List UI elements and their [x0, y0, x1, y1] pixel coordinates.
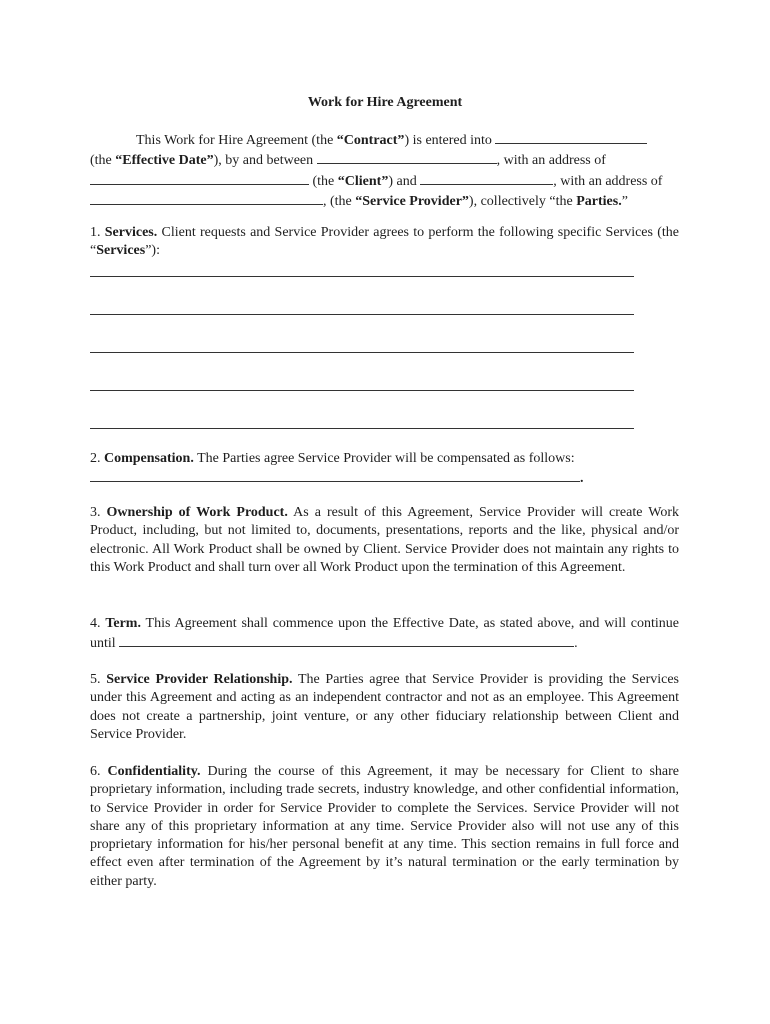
services-blank-line[interactable]: [90, 352, 634, 353]
confidentiality-heading: Confidentiality.: [107, 764, 201, 779]
services-blank-line[interactable]: [90, 428, 634, 429]
section-services: 1. Services. Client requests and Service Provider agrees to perform the following specific Services (the “Services”):: [90, 225, 679, 259]
relationship-heading: Service Provider Relationship.: [106, 672, 293, 687]
parties-term: Parties.: [576, 193, 622, 209]
provider-name-blank[interactable]: [420, 171, 553, 185]
services-blank-line[interactable]: [90, 390, 634, 391]
services-blank-line[interactable]: [90, 314, 634, 315]
section-confidentiality: 6. Confidentiality. During the course of this Agreement, it may be necessary for Client to share proprietary information, including trade secrets, industry knowledge, and other confidential information, to Service Provider in order for Service Provider to complete the Services. Service Provider will not share any of this proprietary information at any time. Service Provider also will not use any of this proprietary information for his/her personal benefit at any time. This section remains in full force and effect even after termination of the Agreement by it’s natural termination or the early termination by either party.: [90, 764, 679, 889]
section-compensation: 2. Compensation. The Parties agree Service Provider will be compensated as follows: .: [90, 451, 584, 487]
section-ownership: 3. Ownership of Work Product. As a result of this Agreement, Service Provider will create Work Product, including, but not limited to, documents, presentations, reports and the like, physical and/or electronic. All Work Product shall be owned by Client. Service Provider does not maintain any rights to this Work Product and shall turn over all Work Product upon the termination of this Agreement.: [90, 505, 679, 575]
client-address-blank[interactable]: [90, 171, 309, 185]
term-heading: Term.: [105, 616, 141, 631]
document-title: Work for Hire Agreement: [307, 95, 463, 110]
contract-date-blank[interactable]: [495, 130, 647, 144]
compensation-blank[interactable]: [90, 468, 580, 482]
provider-address-blank[interactable]: [90, 191, 323, 205]
client-term: “Client”: [337, 173, 389, 189]
services-heading: Services.: [104, 225, 158, 240]
intro-paragraph: This Work for Hire Agreement (the “Contract”) is entered into (the “Effective Date”), by and between , with an address of (the “Client”) and , with an address of , (the “Service Provider”), collectively “the Parties.”: [90, 130, 679, 211]
compensation-heading: Compensation.: [104, 451, 194, 466]
ownership-heading: Ownership of Work Product.: [106, 505, 288, 520]
term-end-blank[interactable]: [119, 633, 574, 647]
effective-date-term: “Effective Date”: [115, 153, 214, 169]
section-relationship: 5. Service Provider Relationship. The Parties agree that Service Provider is providing the Services under this Agreement and acting as an independent contractor and not as an employee. This Agreement does not create a partnership, joint venture, or any other fiduciary relationship between Client and Service Provider.: [90, 672, 680, 742]
service-provider-term: “Service Provider”: [355, 193, 469, 209]
services-blank-line[interactable]: [90, 276, 634, 277]
contract-term: “Contract”: [336, 133, 405, 148]
party-name-blank[interactable]: [317, 150, 497, 164]
section-term: 4. Term. This Agreement shall commence upon the Effective Date, as stated above, and will continue until .: [90, 616, 679, 652]
